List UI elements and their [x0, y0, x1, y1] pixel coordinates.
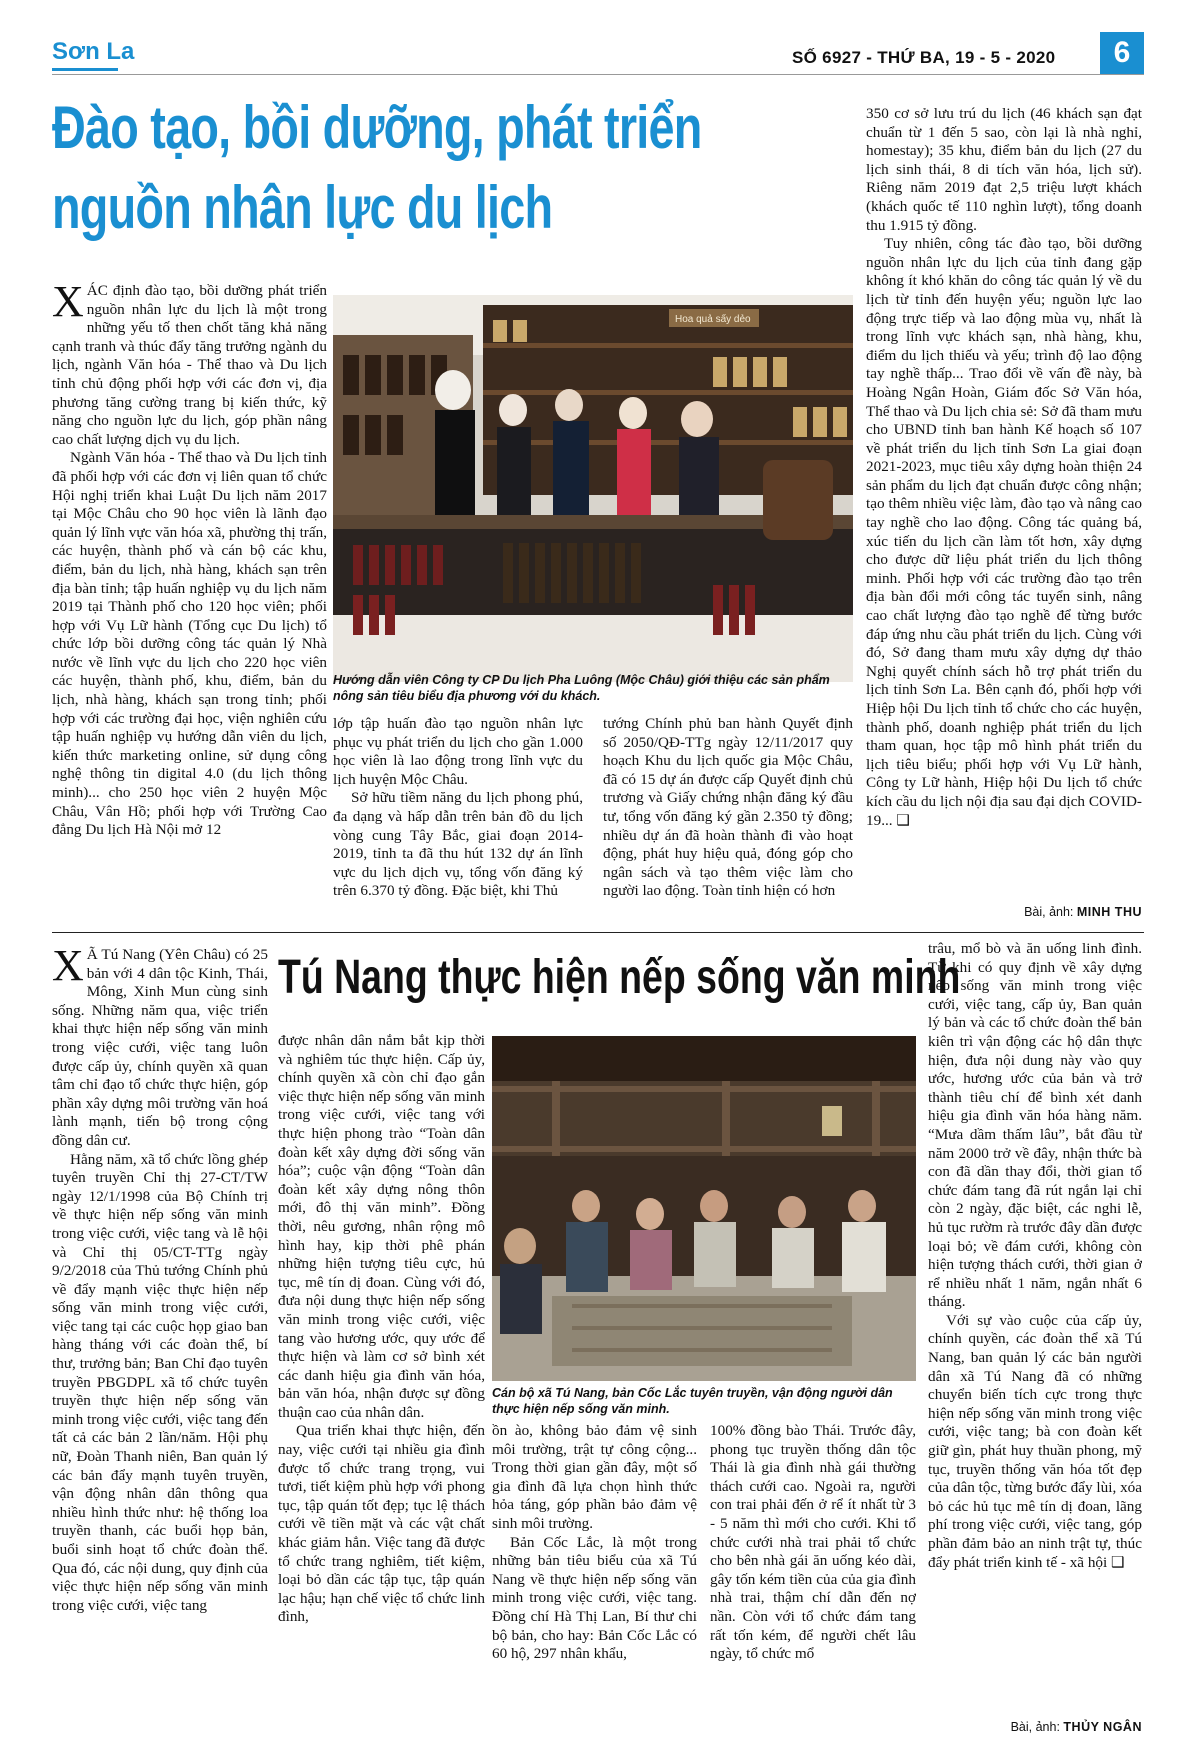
article2-paragraph: 100% đồng bào Thái. Trước đây, phong tục truyền thống dân tộc Thái là gia đình nhà gái thường thách cưới cao. Ngoài ra, người con trai phải đến ở rể ít nhất từ 3 - 5 năm thì mới cho cưới. Khi tổ chức cưới nhà trai phải tổ chức cho bên nhà gái ăn uống kéo dài, gây tốn kém tiền của của gia đình nhà trai, thậm chí dẫn đến nợ nần. Còn với tổ chức đám tang rất tốn kém, để người chết lâu ngày, tổ chức mổ: [710, 1422, 916, 1663]
article1-paragraph: Ngành Văn hóa - Thể thao và Du lịch tỉnh đã phối hợp với các đơn vị liên quan tổ chức Hội nghị triển khai Luật Du lịch năm 2017 tại Mộc Châu cho 90 học viên là lãnh đạo quản lý lĩnh vực văn hóa xã, phường thị trấn, các huyện, thành phố và cán bộ các khu, điểm, bản du lịch, nhà hàng, khách sạn trên địa bàn tỉnh; tập huấn nghiệp vụ du lịch năm 2019 tại Thành phố cho 120 học viên; phối hợp với Vụ Lữ hành (Tổng cục Du lịch) tổ chức lớp bồi dưỡng công tác quản lý Nhà nước về lĩnh vực du lịch cho 220 học viên các huyện, thành phố, khu, điểm, bản du lịch, nhà hàng, khách sạn trong tỉnh; phối hợp với các trường đại học, viện nghiên cứu tập huấn nghiệp vụ hướng dẫn viên du lịch, kiến thức marketing online, sử dụng công nghệ thông tin digital 4.0 (du lịch thông minh)... cho 250 học viên 2 huyện Mộc Châu, Vân Hồ; phối hợp với Trường Cao đẳng Du lịch Hà Nội mở 12: [52, 449, 327, 839]
shelf-sign-text: Hoa quả sấy dẻo: [675, 314, 751, 325]
credit-prefix: Bài, ảnh:: [1024, 905, 1074, 919]
article2-paragraph: ồn ào, không bảo đảm vệ sinh môi trường, trật tự công cộng... Trong thời gian gần đây, một số gia đình đã lựa chọn hình thức hỏa táng, góp phần bảo đảm vệ sinh môi trường.: [492, 1422, 697, 1532]
article2-paragraph: Ã Tú Nang (Yên Châu) có 25 bản với 4 dân tộc Kinh, Thái, Mông, Xinh Mun cùng sinh sống. Những năm qua, việc triển khai thực hiện nếp sống văn minh trong việc cưới, việc tang luôn được cấp ủy, chính quyền xã quan tâm chỉ đạo tổ chức thực hiện, góp phần xây dựng môi trường văn hoá lành mạnh, tiến bộ trong cộng đồng dân cư.: [52, 946, 268, 1149]
article2-column-4: [710, 1422, 916, 1736]
souvenir-shop-photo: [333, 295, 853, 682]
article1-column-4: [866, 105, 1142, 891]
credit-prefix: Bài, ảnh:: [1010, 1720, 1060, 1734]
article2-paragraph: Qua triển khai thực hiện, đến nay, việc cưới tại nhiều gia đình được tổ chức trang trọng, vui tươi, tiết kiệm phù hợp với phong tục, tập quán tốt đẹp; tục lệ thách cưới về tiền mặt và các vật chất khác giảm hẳn. Việc tang đã được tổ chức trang nghiêm, tiết kiệm, loại bỏ dần các tập tục, tập quán lạc hậu; hạn chế việc tổ chức linh đình,: [278, 1422, 485, 1626]
article1-headline-line1: Đào tạo, bồi dưỡng, phát triển: [52, 94, 702, 161]
article1-paragraph: 350 cơ sở lưu trú du lịch (46 khách sạn đạt chuẩn từ 1 đến 5 sao, còn lại là nhà nghỉ, homestay); 35 khu, điểm bản du lịch (27 du lịch sinh thái, 8 di tích văn hóa, lịch sử). Riêng năm 2019 đạt 2,5 triệu lượt khách (khách quốc tế 110 nghìn lượt), tổng doanh thu 1.915 tỷ đồng.: [866, 105, 1142, 234]
article2-column-3: [492, 1422, 697, 1736]
credit-author: MINH THU: [1076, 905, 1142, 919]
article2-column-2: [278, 1032, 485, 1736]
issue-info: SỐ 6927 - THỨ BA, 19 - 5 - 2020: [792, 48, 1056, 67]
article1-credit: [866, 905, 1142, 919]
article1-paragraph: lớp tập huấn đào tạo nguồn nhân lực phục vụ phát triển du lịch cho gần 1.000 học viên là lao động trong lĩnh vực du lịch huyện Mộc Châu.: [333, 715, 583, 788]
article2-credit: [928, 1720, 1142, 1734]
article-divider: [52, 932, 1144, 933]
article1-paragraph: ÁC định đào tạo, bồi dưỡng phát triển nguồn nhân lực du lịch là một trong những yếu tố then chốt tăng khả năng cạnh tranh và thúc đẩy tăng trưởng ngành du lịch, ngành Văn hóa - Thể thao và Du lịch tỉnh chủ động phối hợp với các đơn vị, địa phương tăng cường trang bị kiến thức, kỹ năng cho nguồn lực du lịch, góp phần nâng cao chất lượng dịch vụ du lịch.: [52, 282, 327, 448]
article2-drop-cap: X: [52, 946, 84, 990]
page-number-badge: 6: [1100, 32, 1144, 74]
credit-author: THỦY NGÂN: [1063, 1720, 1142, 1734]
article1-column-1: [52, 282, 327, 940]
section-underline: [52, 68, 118, 71]
article1-drop-cap: X: [52, 282, 84, 326]
article1-column-2: [333, 715, 583, 940]
article1-headline-line2: nguồn nhân lực du lịch: [52, 174, 553, 241]
article1-paragraph: Tuy nhiên, công tác đào tạo, bồi dưỡng nguồn nhân lực du lịch của tỉnh đang gặp không ít khó khăn do công tác quản lý về du lịch từ tỉnh đến huyện yếu; nguồn lực lao động trực tiếp và lao động mùa vụ, nhất là trong lĩnh vực khách sạn, nhà hàng, khu, điểm du lịch thiếu và yếu; trình độ lao động tay nghề thấp... Trao đổi về vấn đề này, bà Hoàng Ngân Hoàn, Giám đốc Sở Văn hóa, Thể thao và Du lịch chia sẻ: Sở đã tham mưu cho UBND tỉnh ban hành Kế hoạch số 107 về phát triển du lịch tỉnh Sơn La giai đoạn 2021-2023, mục tiêu xây dựng hoàn thiện 24 sản phẩm du lịch đạt chuẩn được công nhận; tạo thêm nhiều việc làm, đào tạo và nâng cao tay nghề cho lao động. Công tác quảng bá, xúc tiến du lịch cần làm tốt hơn, xây dựng cho được dữ liệu phát triển du lịch thông minh. Phối hợp với các trường đào tạo trên địa bàn đổi mới công tác tuyển sinh, nâng cao chất lượng đào tạo nghề để từng bước đáp ứng nhu cầu phát triển du lịch. Cùng với đó, Sở đang tham mưu xây dựng dự thảo Nghị quyết chính sách hỗ trợ phát triển du lịch tỉnh Sơn La. Bên cạnh đó, phối hợp với Hiệp hội Du lịch tỉnh tổ chức cho các huyện, thành phố, doanh nghiệp phát triển du lịch tham quan, học tập mô hình phát triển du lịch tiêu biểu; phối hợp với Vụ Lữ hành, Công ty Lữ hành, Hiệp hội Du lịch tổ chức kích cầu du lịch nội địa sau đại dịch COVID-19... ❑: [866, 235, 1142, 829]
article2-column-5: [928, 940, 1142, 1712]
article1-column-3: [603, 715, 853, 940]
article2-photo: [492, 1036, 916, 1381]
article1-paragraph: Sở hữu tiềm năng du lịch phong phú, đa dạng và hấp dẫn trên bản đồ du lịch vòng cung Tây Bắc, giai đoạn 2014-2019, tỉnh ta đã thu hút 132 dự án lĩnh vực du lịch dịch vụ, tổng vốn đăng ký trên 6.370 tỷ đồng. Đặc biệt, khi Thủ: [333, 789, 583, 900]
article1-photo-caption: Hướng dẫn viên Công ty CP Du lịch Pha Luông (Mộc Châu) giới thiệu các sản phẩm nông sản tiêu biểu địa phương với du khách.: [333, 673, 830, 703]
article2-paragraph: được nhân dân nắm bắt kịp thời và nghiêm túc thực hiện. Cấp ủy, chính quyền xã còn chỉ đạo gắn việc thực hiện nếp sống văn minh trong việc cưới, việc tang với thực hiện phong trào “Toàn dân đoàn kết xây dựng đời sống văn hóa”; cuộc vận động “Toàn dân đoàn kết xây dựng nông thôn mới, đô thị văn minh”. Đồng thời, nêu gương, nhân rộng mô hình hay, kịp thời phê phán những hiện tượng tiêu cực, hủ tục, mê tín dị đoan. Cùng với đó, đưa nội dung thực hiện nếp sống văn minh trong việc cưới, việc tang vào hương ước, quy ước để thực hiện và làm cơ sở bình xét các danh hiệu gia đình văn hóa, bản văn hóa, nhận được sự đồng thuận cao của nhân dân.: [278, 1032, 485, 1421]
article2-paragraph: Hằng năm, xã tổ chức lồng ghép tuyên truyền Chỉ thị 27-CT/TW ngày 12/1/1998 của Bộ Chính trị về thực hiện nếp sống văn minh trong việc cưới, việc tang và lễ hội và Chỉ thị 05/CT-TTg ngày 9/2/2018 của Thủ tướng Chính phủ về đẩy mạnh việc thực hiện nếp sống văn minh trong việc cưới, việc tang tại các cuộc họp giao ban hàng tháng với các đoàn thể, bí thư, trưởng bản; Ban Chỉ đạo tuyên truyền PBGDPL xã tổ chức tuyên truyền thực hiện nếp sống văn minh trong việc cưới, việc tang đến tất cả các bản 2 lần/năm. Hội phụ nữ, Đoàn Thanh niên, Ban quản lý các bản đẩy mạnh tuyên truyền, vận động nhân dân thông qua nhiều hình thức như: hệ thống loa truyền thanh, các buổi họp bản, buổi sinh hoạt tổ chức đoàn thể. Qua đó, các nội dung, quy định của việc thực hiện nếp sống văn minh trong việc cưới, việc tang: [52, 1150, 268, 1614]
section-label: Sơn La: [52, 38, 135, 65]
article2-column-1: [52, 946, 268, 1736]
article2-photo-caption: Cán bộ xã Tú Nang, bản Cốc Lắc tuyên truyền, vận động người dân thực hiện nếp sống văn minh.: [492, 1386, 893, 1416]
header-divider: [52, 74, 1144, 75]
article2-headline: Tú Nang thực hiện nếp sống văn minh: [278, 951, 961, 1004]
article2-paragraph: trâu, mổ bò và ăn uống linh đình. Từ khi có quy định về xây dựng nếp sống văn minh trong việc cưới, việc tang, cấp ủy, Ban quản lý bản và các tổ chức đoàn thể bản kiên trì vận động các hộ dân thực hiện, đưa nội dung này vào quy ước, hương ước của bản và trở thành tiêu chí để bình xét danh hiệu gia đình văn hóa hàng năm. “Mưa dầm thấm lâu”, bắt đầu từ năm 2000 trở về đây, nhận thức bà con đã dần thay đổi, thời gian tổ chức đám tang đã rút ngắn lại chỉ còn 2 ngày, đặc biệt, các nghi lễ, hủ tục rườm rà trước đây dần được loại bỏ; về đám cưới, không còn hiện tượng thách cưới, thời gian ở rể nhiều nhất 1 năm, ngắn nhất 6 tháng.: [928, 940, 1142, 1311]
article2-paragraph: Với sự vào cuộc của cấp ủy, chính quyền, các đoàn thể xã Tú Nang, ban quản lý các bản người dân xã Tú Nang đã có những chuyển biến tích cực trong thực hiện nếp sống văn minh trong việc cưới, việc tang; bà con đoàn kết giữ gìn, phát huy thuần phong, mỹ tục, truyền thống văn hóa tốt đẹp của dân tộc, từng bước đẩy lùi, xóa bỏ các hủ tục mê tín dị đoan, lãng phí trong việc cưới, việc tang, góp phần đảm bảo an ninh trật tự, thúc đẩy phát triển kinh tế - xã hội ❑: [928, 1311, 1142, 1571]
article1-paragraph: tướng Chính phủ ban hành Quyết định số 2050/QĐ-TTg ngày 12/11/2017 quy hoạch Khu du lịch quốc gia Mộc Châu, đã có 15 dự án được cấp Quyết định chủ trương và Giấy chứng nhận đăng ký đầu tư, tổng vốn đăng ký gần 2.350 tỷ đồng; nhiều dự án đã hoàn thành đi vào hoạt động, phát huy hiệu quả, đóng góp cho ngân sách và tạo thêm việc làm cho người lao động. Toàn tỉnh hiện có hơn: [603, 715, 853, 900]
article2-paragraph: Bản Cốc Lắc, là một trong những bản tiêu biểu của xã Tú Nang về thực hiện nếp sống văn minh trong việc cưới, việc tang. Đồng chí Hà Thị Lan, Bí thư chi bộ bản, cho hay: Bản Cốc Lắc có 60 hộ, 297 nhân khẩu,: [492, 1533, 697, 1663]
article1-photo: [333, 295, 853, 682]
village-meeting-photo: [492, 1036, 916, 1381]
